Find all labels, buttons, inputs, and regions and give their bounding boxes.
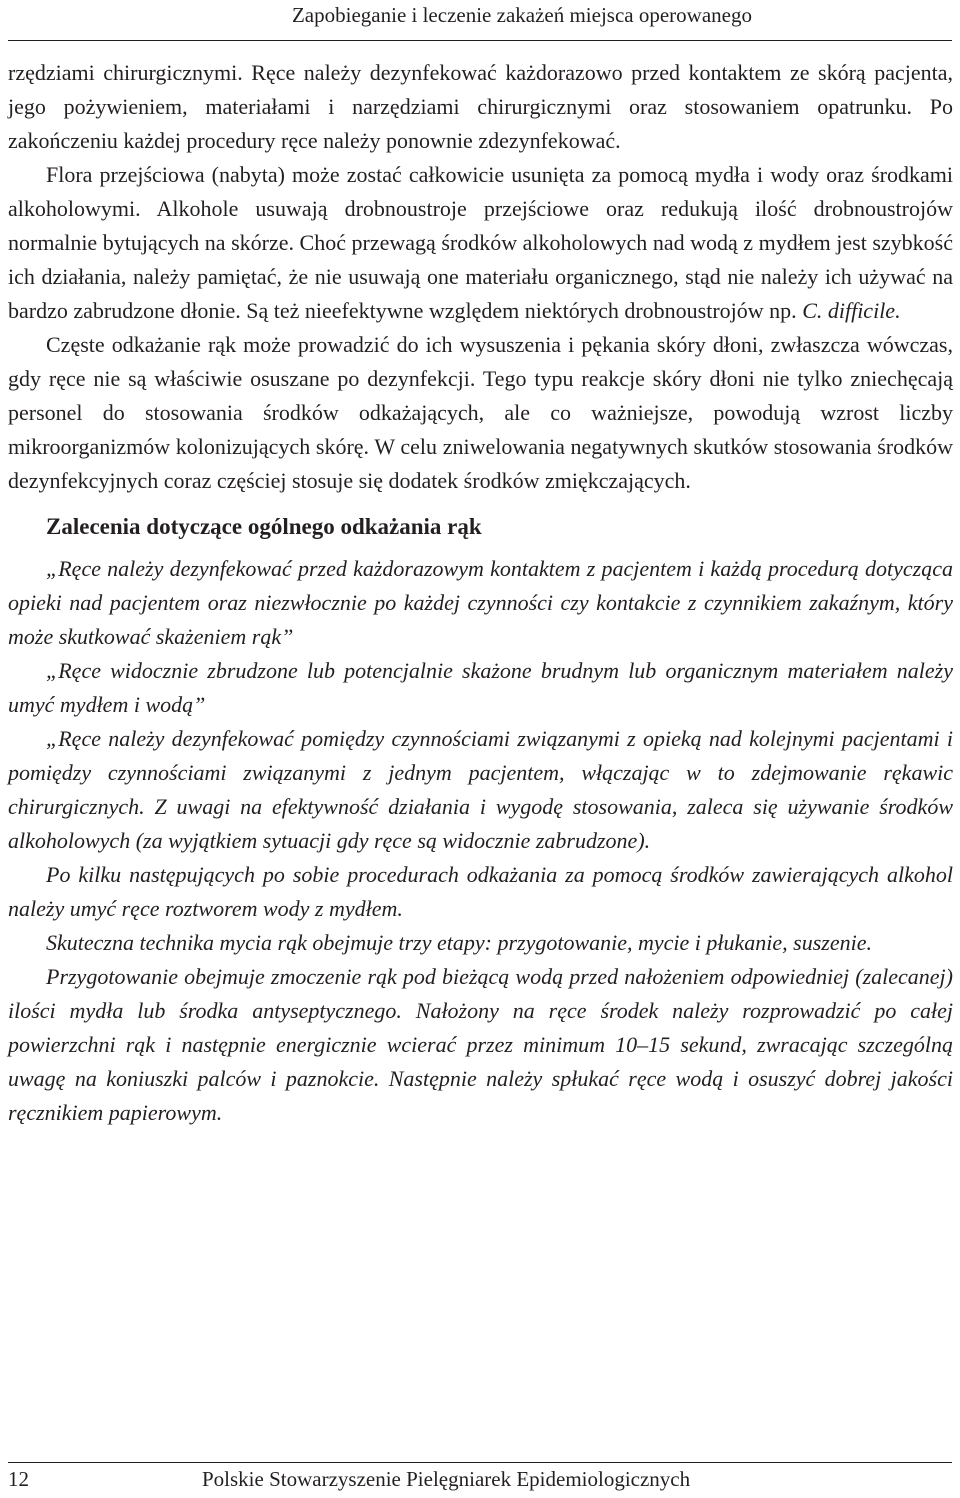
recommendation-paragraph-4: Po kilku następujących po sobie procedurach odkażania za pomocą środków zawierających alkohol należy umyć ręce roztworem wody z mydłem. <box>8 862 953 921</box>
recommendation-quote-3: „Ręce należy dezynfekować pomiędzy czynnościami związanymi z opieką nad kolejnymi pacjentami i pomiędzy czynnościami związanymi z jednym pacjentem, włączając w to zdejmowanie rękawic chirurgicznych. Z uwagi na efektywność działania i wygodę stosowania, zaleca się używanie środków alkoholowych (za wyjątkiem sytuacji gdy ręce są widocznie zabrudzone). <box>8 726 953 853</box>
footer-publisher: Polskie Stowarzyszenie Pielęgniarek Epidemiologicznych <box>202 1467 691 1491</box>
running-title: Zapobieganie i leczenie zakażeń miejsca operowanego <box>291 3 752 27</box>
recommendation-paragraph-5: Skuteczna technika mycia rąk obejmuje trzy etapy: przygotowanie, mycie i płukanie, suszenie. <box>46 930 872 955</box>
footer-divider <box>8 1462 952 1463</box>
paragraph-hand-disinfection-continuation: rzędziami chirurgicznymi. Ręce należy dezynfekować każdorazowo przed kontaktem ze skórą pacjenta, jego pożywieniem, materiałami i narzędziami chirurgicznymi oraz stosowaniem opatrunku. Po zakończeniu każdej procedury ręce należy ponownie zdezynfekować. <box>8 60 953 153</box>
recommendation-quote-1: „Ręce należy dezynfekować przed każdorazowym kontaktem z pacjentem i każdą procedurą dotycząca opieki nad pacjentem oraz niezwłocznie po każdej czynności czy kontakcie z czynnikiem zakaźnym, który może skutkować skażeniem rąk” <box>8 556 953 649</box>
running-header <box>8 0 952 41</box>
section-heading: Zalecenia dotyczące ogólnego odkażania rąk <box>46 514 482 539</box>
species-name: C. difficile. <box>802 298 901 323</box>
recommendation-paragraph-6: Przygotowanie obejmuje zmoczenie rąk pod bieżącą wodą przed nałożeniem odpowiedniej (zalecanej) ilości mydła lub środka antyseptycznego. Nałożony na ręce środek należy rozprowadzić po całej powierzchni rąk i następnie energicznie wcierać przez minimum 10–15 sekund, zwracając szczególną uwagę na koniuszki palców i paznokcie. Następnie należy spłukać ręce wodą i osuszyć dobrej jakości ręcznikiem papierowym. <box>8 964 953 1125</box>
paragraph-skin-reactions: Częste odkażanie rąk może prowadzić do ich wysuszenia i pękania skóry dłoni, zwłaszcza wówczas, gdy ręce nie są właściwie osuszane po dezynfekcji. Tego typu reakcje skóry dłoni nie tylko zniechęcają personel do stosowania środków odkażających, ale co ważniejsze, powodują wzrost liczby mikroorganizmów kolonizujących skórę. W celu zniwelowania negatywnych skutków stosowania środków dezynfekcyjnych coraz częściej stosuje się dodatek środków zmiękczających. <box>8 332 953 493</box>
paragraph-transient-flora <box>8 158 953 328</box>
recommendation-quote-2: „Ręce widocznie zbrudzone lub potencjalnie skażone brudnym lub organicznym materiałem należy umyć mydłem i wodą” <box>8 658 953 717</box>
page-body <box>8 56 953 1130</box>
transient-flora-text: Flora przejściowa (nabyta) może zostać całkowicie usunięta za pomocą mydła i wody oraz środkami alkoholowymi. Alkohole usuwają drobnoustroje przejściowe oraz redukują ilość drobnoustrojów normalnie bytujących na skórze. Choć przewagą środków alkoholowych nad wodą z mydłem jest szybkość ich działania, należy pamiętać, że nie usuwają one materiału organicznego, stąd nie należy ich używać na bardzo zabrudzone dłonie. Są też nieefektywne względem niektórych drobnoustrojów np. <box>8 162 953 323</box>
page-number: 12 <box>8 1467 29 1491</box>
